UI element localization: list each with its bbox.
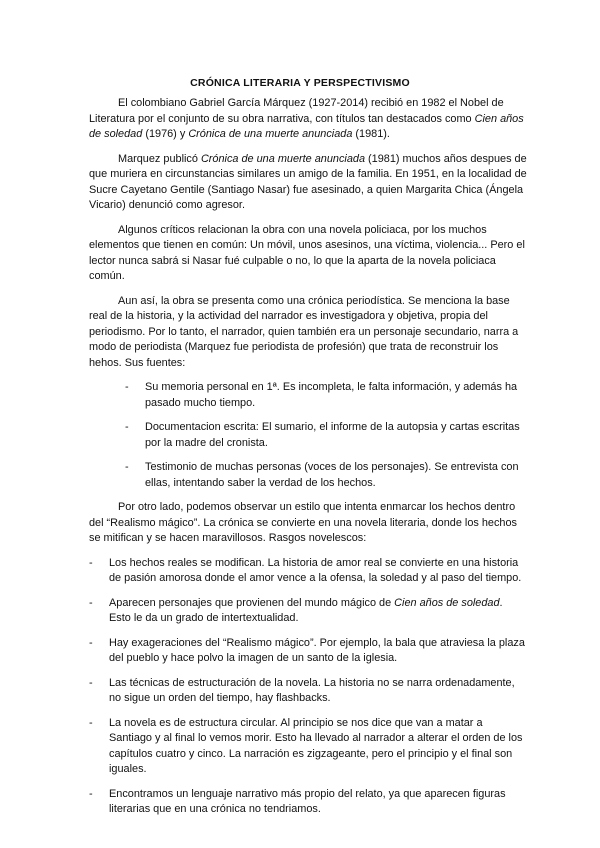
document-title: CRÓNICA LITERARIA Y PERSPECTIVISMO bbox=[190, 77, 410, 89]
trait-text: Hay exageraciones del “Realismo mágico”. Por ejemplo, la bala que atraviesa la plaza del pueblo y hace polvo la imagen de un santo de la iglesia. bbox=[109, 636, 525, 664]
list-item bbox=[89, 460, 527, 491]
traits-list bbox=[89, 556, 527, 818]
trait-text: Las técnicas de estructuración de la novela. La historia no se narra ordenadamente, no sigue un orden del tiempo, hay flashbacks. bbox=[109, 676, 515, 704]
document-body bbox=[89, 96, 527, 827]
publication-text-a: Marquez publicó bbox=[118, 152, 201, 165]
paragraph-chronicle: Aun así, la obra se presenta como una crónica periodística. Se menciona la base real de la historia, y la actividad del narrador es investigadora y objetiva, propia del periodismo. Por lo tanto, el narrador, quien también era un personaje secundario, narra a modo de periodista (Marquez fue periodista de profesión) que trata de reconstruir los hehos. Sus fuentes: bbox=[89, 294, 519, 369]
dash-bullet: - bbox=[89, 716, 93, 729]
dash-bullet: - bbox=[125, 421, 129, 433]
list-item bbox=[89, 716, 527, 778]
source-text: Su memoria personal en 1ª. Es incompleta, le falta información, y además ha pasado mucho tiempo. bbox=[145, 381, 518, 409]
trait-text: Aparecen personajes que provienen del mundo mágico de bbox=[109, 596, 395, 609]
intro-book-title-2: Crónica de una muerte anunciada bbox=[188, 128, 353, 140]
dash-bullet: - bbox=[125, 381, 129, 393]
trait-text: Los hechos reales se modifican. La historia de amor real se convierte en una historia de pasión amorosa donde el amor vence a la ofensa, la soledad y al paso del tiempo. bbox=[109, 556, 522, 584]
trait-text: La novela es de estructura circular. Al principio se nos dice que van a matar a Santiago y al final lo vemos morir. Esto ha llevado al narrador a alterar el orden de los capítulos cuatro y cinco. La narración es zigzageante, pero el principio y el final son iguales. bbox=[109, 716, 523, 775]
publication-book-title: Crónica de una muerte anunciada bbox=[200, 152, 366, 165]
paragraph-critics: Algunos críticos relacionan la obra con una novela policiaca, por los muchos elementos que tienen en común: Un móvil, unos asesinos, una víctima, violencia... Pero el lector nunca sabrá si Nasar fué culpable o no, lo que la aparta de la novela policiaca común. bbox=[89, 223, 525, 282]
dash-bullet: - bbox=[89, 787, 93, 800]
source-text: Documentacion escrita: El sumario, el informe de la autopsia y cartas escritas por la madre del cronista. bbox=[145, 421, 520, 449]
intro-text-a: El colombiano Gabriel García Márquez (1927-2014) recibió en 1982 el Nobel de Literatura por el conjunto de su obra narrativa, con títulos tan destacados como bbox=[89, 97, 504, 125]
trait-text: Encontramos un lenguaje narrativo más propio del relato, ya que aparecen figuras literarias que en una crónica no tendriamos. bbox=[109, 787, 506, 815]
sources-list bbox=[89, 380, 527, 491]
dash-bullet: - bbox=[125, 461, 129, 473]
trait-text: . Esto le da un grado de intertextualidad. bbox=[109, 596, 503, 624]
list-item bbox=[89, 556, 527, 587]
list-item bbox=[89, 380, 527, 411]
dash-bullet: - bbox=[89, 596, 93, 609]
paragraph-magic-realism: Por otro lado, podemos observar un estilo que intenta enmarcar los hechos dentro del “Realismo mágico”. La crónica se convierte en una novela literaria, donde los hechos se mitifican y se hacen maravillosos. Rasgos novelescos: bbox=[89, 501, 517, 544]
list-item bbox=[89, 596, 527, 627]
intro-text-e: (1981). bbox=[352, 128, 390, 140]
paragraph-publication bbox=[89, 152, 527, 214]
dash-bullet: - bbox=[89, 636, 93, 649]
list-item bbox=[89, 676, 527, 707]
source-text: Testimonio de muchas personas (voces de los personajes). Se entrevista con ellas, intentando saber la verdad de los hechos. bbox=[145, 461, 519, 489]
dash-bullet: - bbox=[89, 676, 93, 689]
intro-book-title-1: Cien años de soledad bbox=[89, 112, 524, 140]
paragraph-intro bbox=[89, 96, 527, 143]
list-item bbox=[89, 420, 527, 451]
intro-text-c: (1976) y bbox=[142, 128, 189, 140]
publication-text-c: (1981) muchos años despues de que muriera en circunstancias similares un amigo de la familia. En 1951, en la localidad de Sucre Cayetano Gentile (Santiago Nasar) fue asesinado, a quien Margarita Chica (Ángela Vicario) denunció como agresor. bbox=[89, 152, 527, 211]
dash-bullet: - bbox=[89, 556, 93, 569]
list-item bbox=[89, 787, 527, 818]
trait-book-title: Cien años de soledad bbox=[394, 596, 500, 609]
list-item bbox=[89, 636, 527, 667]
